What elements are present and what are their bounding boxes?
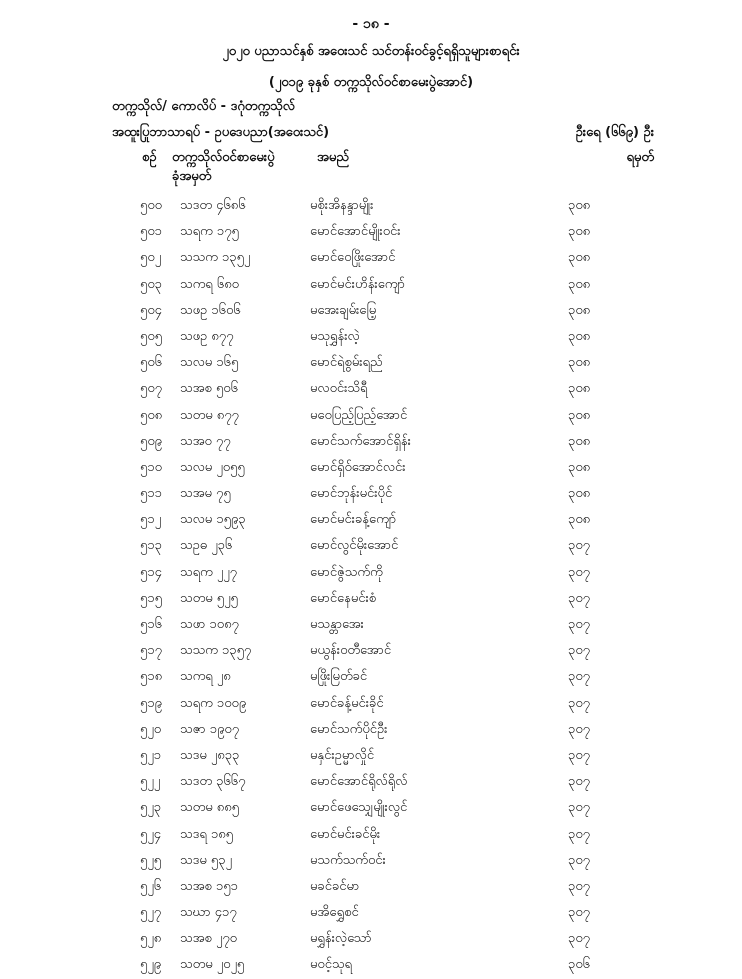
score-cell: ၃၀၈	[568, 276, 591, 292]
score-cell: ၃၀၇	[568, 826, 590, 842]
reg-number-cell: သတမ ၈၇၇	[180, 407, 239, 423]
table-row	[0, 429, 742, 455]
reg-number-cell: သဖဥ ၈၇၇	[180, 328, 234, 344]
table-row	[0, 403, 742, 429]
seq-cell: ၅၂၇	[140, 905, 162, 921]
reg-column-header: တက္ကသိုလ်ဝင်စာမေးပွဲ	[172, 150, 275, 165]
reg-number-cell: သဃာ ၄၁၇	[180, 905, 237, 921]
seq-cell: ၅၀၆	[140, 355, 162, 371]
name-cell: မနှင်းဥမ္မာလှိုင်	[310, 747, 375, 763]
name-cell: မစိုးအိနန္ဒာမျိုး	[310, 198, 374, 213]
subject-line: အထူးပြုဘာသာရပ် - ဥပဒေပညာ(အဝေးသင်)	[112, 125, 330, 140]
seq-cell: ၅၁၇	[140, 643, 162, 659]
reg-number-cell: သဒရ ၁၈၅	[180, 826, 233, 842]
seq-cell: ၅၁၃	[140, 538, 162, 554]
score-cell: ၃၀၇	[568, 617, 590, 632]
seq-cell: ၅၁၁	[140, 486, 162, 502]
table-row	[0, 533, 742, 559]
reg-number-cell: သဖဥ ၁၆၀၆	[180, 302, 241, 318]
table-row	[0, 193, 742, 219]
seq-cell: ၅၀၄	[140, 302, 162, 318]
score-cell: ၃၀၇	[568, 695, 590, 711]
seq-cell: ၅၂၀	[140, 721, 162, 737]
reg-number-cell: သဖာ ၁၀၈၇	[180, 617, 239, 632]
name-cell: မအေးချမ်းမြေ့	[310, 302, 377, 318]
table-row	[0, 717, 742, 743]
seq-cell: ၅၁၂	[140, 512, 162, 528]
table-row	[0, 874, 742, 900]
reg-number-cell: သတမ ၈၈၅	[180, 800, 239, 816]
name-cell: မလဝင်းသိရီ	[310, 381, 368, 397]
reg-number-cell: သအစ ၂၇၀	[180, 931, 237, 947]
reg-column-header-line2: ခုံအမှတ်	[172, 169, 212, 184]
reg-number-cell: သရက ၁၇၅	[180, 224, 239, 240]
seq-cell: ၅၂၂	[140, 774, 161, 790]
score-cell: ၃၀၈	[568, 459, 591, 475]
table-row	[0, 638, 742, 664]
name-column-header: အမည်	[317, 150, 349, 165]
score-cell: ၃၀၇	[568, 669, 590, 685]
table-row	[0, 298, 742, 324]
name-cell: မောင်သက်အောင်ရှိန်း	[310, 433, 411, 449]
seq-cell: ၅၂၁	[140, 747, 162, 763]
name-cell: မောင်လွင်မိုးအောင်	[310, 538, 399, 554]
name-cell: မောင်သက်ပိုင်ဦး	[310, 721, 388, 737]
reg-number-cell: သလမ ၁၆၅	[180, 355, 239, 371]
reg-number-cell: သလမ ၁၅၉၃	[180, 512, 246, 528]
reg-number-cell: သအစ ၅၀၆	[180, 381, 238, 397]
reg-number-cell: သဥဓ ၂၃၆	[180, 538, 233, 554]
name-cell: မောင်မင်းဟိန်းကျော်	[310, 276, 405, 292]
score-column-header: ရမှတ်	[626, 150, 654, 165]
score-cell: ၃၀၇	[568, 931, 590, 947]
reg-number-cell: သကရ ၂၈	[180, 669, 231, 685]
table-row	[0, 245, 742, 271]
score-cell: ၃၀၇	[568, 747, 590, 763]
document-title: ၂၀၂၀ ပညာသင်နှစ် အဝေးသင် သင်တန်းဝင်ခွင့်ရရှိသူများစာရင်း	[222, 44, 520, 59]
name-cell: မဝင့်သုရ	[310, 957, 352, 973]
table-row	[0, 822, 742, 848]
university-line: တက္ကသိုလ်/ ကောလိပ် - ဒဂုံတက္ကသိုလ်	[112, 99, 295, 114]
table-row	[0, 926, 742, 952]
seq-cell: ၅၀၀	[140, 198, 162, 213]
seq-cell: ၅၂၆	[140, 878, 162, 894]
reg-number-cell: သဒတ ၃၆၆၇	[180, 774, 246, 790]
reg-number-cell: သတမ ၅၂၅	[180, 590, 238, 606]
name-cell: မောင်ဇွဲသက်ကို	[310, 564, 383, 580]
name-cell: မောင်မင်းခင်မိုး	[310, 826, 381, 842]
score-cell: ၃၀၇	[568, 590, 590, 606]
name-cell: မဖြိုးမြတ်ခင်	[310, 669, 368, 685]
reg-number-cell: သရက ၂၂၇	[180, 564, 237, 580]
reg-number-cell: သသက ၁၃၅၂	[180, 250, 251, 266]
seq-cell: ၅၀၅	[140, 328, 162, 344]
seq-cell: ၅၀၂	[140, 250, 162, 266]
table-row	[0, 900, 742, 926]
score-cell: ၃၀၈	[568, 433, 591, 449]
table-row	[0, 795, 742, 821]
total-count: ဦးရေ (၆၆၉) ဦး	[575, 125, 654, 140]
name-cell: မောင်နေမင်းစံ	[310, 590, 377, 606]
results-table	[0, 193, 742, 979]
seq-cell: ၅၁၄	[140, 564, 162, 580]
table-row	[0, 507, 742, 533]
table-row	[0, 272, 742, 298]
seq-cell: ၅၂၉	[140, 957, 162, 973]
name-cell: မောင်မင်းခန့်ကျော်	[310, 512, 397, 528]
document-subtitle: (၂၀၁၉ ခုနှစ် တက္ကသိုလ်ဝင်စာမေးပွဲအောင်)	[268, 75, 474, 90]
name-cell: မောင်ဖေသျှေမျိုးလွင်	[310, 800, 408, 816]
table-row	[0, 586, 742, 612]
page-number: - ၁၈ -	[352, 16, 390, 32]
name-cell: မယွန်းဝတီအောင်	[310, 643, 392, 659]
table-row	[0, 743, 742, 769]
reg-number-cell: သသက ၁၃၅၇	[180, 643, 252, 659]
table-row	[0, 664, 742, 690]
score-cell: ၃၀၈	[568, 328, 591, 344]
score-cell: ၃၀၈	[568, 355, 591, 371]
table-row	[0, 560, 742, 586]
seq-cell: ၅၀၈	[140, 407, 163, 423]
score-cell: ၃၀၈	[568, 512, 591, 528]
reg-number-cell: သရက ၁၀၀၉	[180, 695, 247, 711]
reg-number-cell: သအဝ ၇၇	[180, 433, 231, 449]
score-cell: ၃၀၈	[568, 302, 591, 318]
reg-number-cell: သအမ ၇၅	[180, 486, 231, 502]
reg-number-cell: သလမ ၂၀၅၅	[180, 459, 245, 475]
reg-number-cell: သဇာ ၁၉၀၇	[180, 721, 240, 737]
seq-cell: ၅၂၄	[140, 826, 162, 842]
reg-number-cell: သဒတ ၄၆၈၆	[180, 198, 246, 213]
name-cell: မခင်ခင်မာ	[310, 878, 360, 894]
seq-column-header: စဉ်	[142, 150, 157, 165]
table-row	[0, 350, 742, 376]
seq-cell: ၅၂၈	[140, 931, 162, 947]
name-cell: မောင်ရဲစွမ်းရည်	[310, 355, 383, 371]
table-row	[0, 455, 742, 481]
score-cell: ၃၀၇	[568, 878, 590, 894]
reg-number-cell: သဒမ ၅၃၂	[180, 852, 232, 868]
score-cell: ၃၀၈	[568, 407, 591, 423]
score-cell: ၃၀၇	[568, 721, 590, 737]
name-cell: မောင်ဝေဖြိုးအောင်	[310, 250, 396, 266]
name-cell: မသုရွှန်းလဲ့	[310, 328, 360, 344]
name-cell: မဝေပြည့်ပြည့်အောင်	[310, 407, 408, 423]
table-row	[0, 691, 742, 717]
table-row	[0, 324, 742, 350]
score-cell: ၃၀၈	[568, 198, 591, 213]
score-cell: ၃၀၈	[568, 381, 591, 397]
seq-cell: ၅၁၆	[140, 617, 162, 632]
name-cell: မောင်အောင်ရိုလ်ရိုလ်	[310, 774, 408, 790]
score-cell: ၃၀၇	[568, 852, 590, 868]
seq-cell: ၅၁၈	[140, 669, 163, 685]
seq-cell: ၅၁၅	[140, 590, 162, 606]
table-row	[0, 481, 742, 507]
seq-cell: ၅၁၉	[140, 695, 162, 711]
seq-cell: ၅၀၉	[140, 433, 162, 449]
table-row	[0, 769, 742, 795]
score-cell: ၃၀၇	[568, 774, 590, 790]
score-cell: ၃၀၇	[568, 538, 590, 554]
table-row	[0, 612, 742, 638]
reg-number-cell: သအစ ၁၅၁	[180, 878, 238, 894]
table-row	[0, 219, 742, 245]
score-cell: ၃၀၇	[568, 564, 590, 580]
name-cell: မောင်ဘုန်းမင်းပိုင်	[310, 486, 393, 502]
seq-cell: ၅၀၇	[140, 381, 162, 397]
table-row	[0, 952, 742, 978]
seq-cell: ၅၂၃	[140, 800, 162, 816]
score-cell: ၃၀၈	[568, 224, 591, 240]
reg-number-cell: သကရ ၆၈၀	[180, 276, 239, 292]
score-cell: ၃၀၇	[568, 905, 590, 921]
name-cell: မောင်ခန့်မင်းခိုင်	[310, 695, 384, 711]
score-cell: ၃၀၇	[568, 643, 590, 659]
name-cell: မသန္တာအေး	[310, 617, 364, 632]
reg-number-cell: သဒမ ၂၈၃၃	[180, 747, 240, 763]
seq-cell: ၅၀၃	[140, 276, 162, 292]
score-cell: ၃၀၆	[568, 957, 590, 973]
name-cell: မောင်အောင်မျိုးဝင်း	[310, 224, 401, 240]
name-cell: မသက်သက်ဝင်း	[310, 852, 386, 868]
score-cell: ၃၀၇	[568, 800, 590, 816]
table-row	[0, 848, 742, 874]
name-cell: မရွှန်းလဲ့သော်	[310, 931, 372, 947]
name-cell: မောင်ရှိဝ်အောင်လင်း	[310, 459, 406, 475]
score-cell: ၃၀၈	[568, 250, 591, 266]
table-row	[0, 376, 742, 402]
seq-cell: ၅၂၅	[140, 852, 162, 868]
seq-cell: ၅၀၁	[140, 224, 162, 240]
seq-cell: ၅၁၀	[140, 459, 162, 475]
reg-number-cell: သတမ ၂၀၂၅	[180, 957, 245, 973]
name-cell: မအိရွှေစင်	[310, 905, 359, 921]
score-cell: ၃၀၈	[568, 486, 591, 502]
